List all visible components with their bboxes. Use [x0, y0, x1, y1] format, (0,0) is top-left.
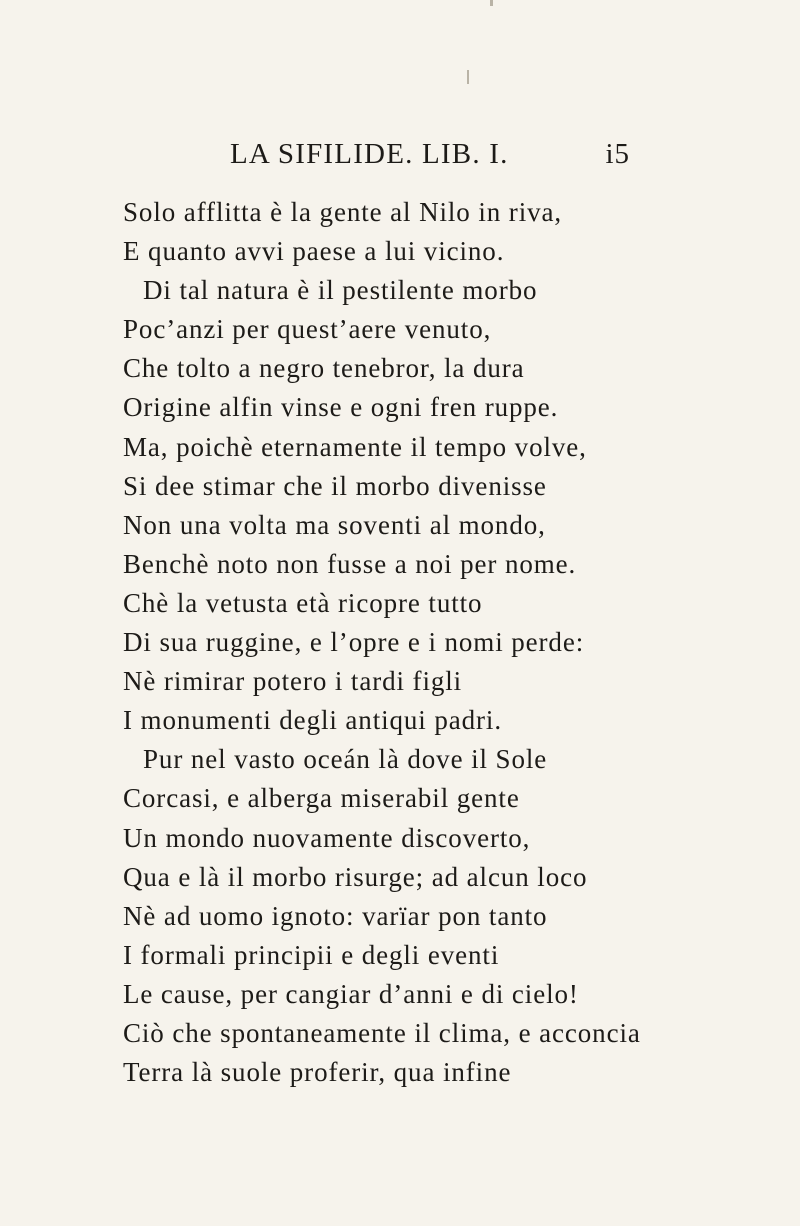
verse-line: Origine alfin vinse e ogni fren ruppe. [123, 392, 559, 423]
verse-line: I monumenti degli antiqui padri. [123, 705, 502, 736]
running-head: LA SIFILIDE. LIB. I. [230, 138, 509, 170]
verse-line: E quanto avvi paese a lui vicino. [123, 236, 505, 267]
verse-line: Chè la vetusta età ricopre tutto [123, 587, 483, 618]
verse-line: Non una volta ma soventi al mondo, [123, 509, 546, 540]
verse-line: Di tal natura è il pestilente morbo [143, 275, 538, 306]
verse-line: Nè ad uomo ignoto: varïar pon tanto [123, 900, 548, 931]
page-number: i5 [605, 138, 630, 170]
verse-line: Di sua ruggine, e l’opre e i nomi perde: [123, 627, 585, 658]
verse-line: Solo afflitta è la gente al Nilo in riva, [123, 197, 563, 227]
verse-line: Ma, poichè eternamente il tempo volve, [123, 431, 587, 462]
verse-line: I formali principii e degli eventi [123, 939, 500, 970]
verse-line: Poc’anzi per quest’aere venuto, [123, 314, 492, 345]
verse-line: Pur nel vasto oceán là dove il Sole [143, 744, 548, 775]
verse-line: Ciò che spontaneamente il clima, e acconcia [123, 1017, 641, 1048]
paper-mark [490, 0, 493, 6]
page-header [230, 138, 630, 178]
verse-line: Nè rimirar potero i tardi figli [123, 666, 463, 697]
verse-line: Corcasi, e alberga miserabil gente [123, 783, 520, 814]
verse-line: Un mondo nuovamente discoverto, [123, 822, 531, 853]
verse-line: Le cause, per cangiar d’anni e di cielo! [123, 978, 579, 1009]
verse-line: Qua e là il morbo risurge; ad alcun loco [123, 861, 588, 892]
paper-mark [467, 70, 469, 84]
verse-line: Benchè noto non fusse a noi per nome. [123, 548, 577, 579]
verse-line: Che tolto a negro tenebror, la dura [123, 353, 525, 384]
verse-line: Terra là suole proferir, qua infine [123, 1057, 512, 1088]
verse-line: Si dee stimar che il morbo divenisse [123, 470, 547, 501]
verse-block [123, 193, 743, 1092]
